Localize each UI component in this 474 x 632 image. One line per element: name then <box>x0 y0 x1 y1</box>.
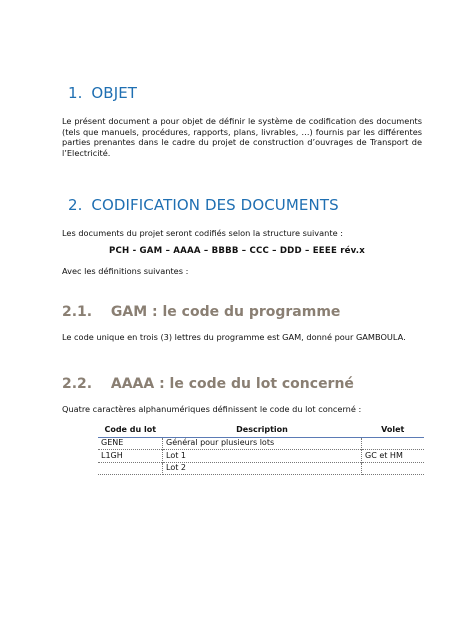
section-number: 2.2. <box>62 376 93 392</box>
cell-description: Lot 2 <box>163 462 362 475</box>
table-header-row <box>98 424 424 437</box>
definitions-intro: Avec les définitions suivantes : <box>62 266 189 276</box>
section-title: CODIFICATION DES DOCUMENTS <box>91 196 339 214</box>
section-number: 2. <box>68 196 83 214</box>
section-title: OBJET <box>91 84 138 102</box>
column-header-code: Code du lot <box>98 424 163 437</box>
cell-code: GENE <box>98 437 163 450</box>
column-header-description: Description <box>163 424 362 437</box>
section-1-paragraph: Le présent document a pour objet de définir le système de codification des documents (tels que manuels, procédures, rapports, plans, livrables, …) fournis par les différentes parties prenantes dans le cadre du projet de construction d’ouvrages de Transport de l’Electricité. <box>62 116 422 158</box>
cell-code: L1GH <box>98 450 163 463</box>
code-structure: PCH - GAM – AAAA – BBBB – CCC – DDD – EEEE rév.x <box>109 246 365 256</box>
table-row <box>98 437 424 450</box>
section-number: 1. <box>68 84 83 102</box>
lot-code-table <box>98 424 424 475</box>
section-title: GAM : le code du programme <box>110 304 341 320</box>
section-title: AAAA : le code du lot concerné <box>110 376 354 392</box>
cell-description: Lot 1 <box>163 450 362 463</box>
table-row <box>98 450 424 463</box>
section-1-heading <box>68 84 137 102</box>
section-number: 2.1. <box>62 304 93 320</box>
section-2-1-paragraph: Le code unique en trois (3) lettres du programme est GAM, donné pour GAMBOULA. <box>62 332 406 342</box>
column-header-volet: Volet <box>362 424 425 437</box>
table-row <box>98 462 424 475</box>
cell-description: Général pour plusieurs lots <box>163 437 362 450</box>
cell-volet <box>362 437 425 450</box>
section-2-2-paragraph: Quatre caractères alphanumériques définissent le code du lot concerné : <box>62 404 362 414</box>
section-2-heading <box>68 196 339 214</box>
structure-intro: Les documents du projet seront codifiés selon la structure suivante : <box>62 228 343 238</box>
section-2-2-heading <box>62 376 354 392</box>
cell-volet <box>362 462 425 475</box>
section-2-1-heading <box>62 304 340 320</box>
cell-volet: GC et HM <box>362 450 425 463</box>
cell-code <box>98 462 163 475</box>
